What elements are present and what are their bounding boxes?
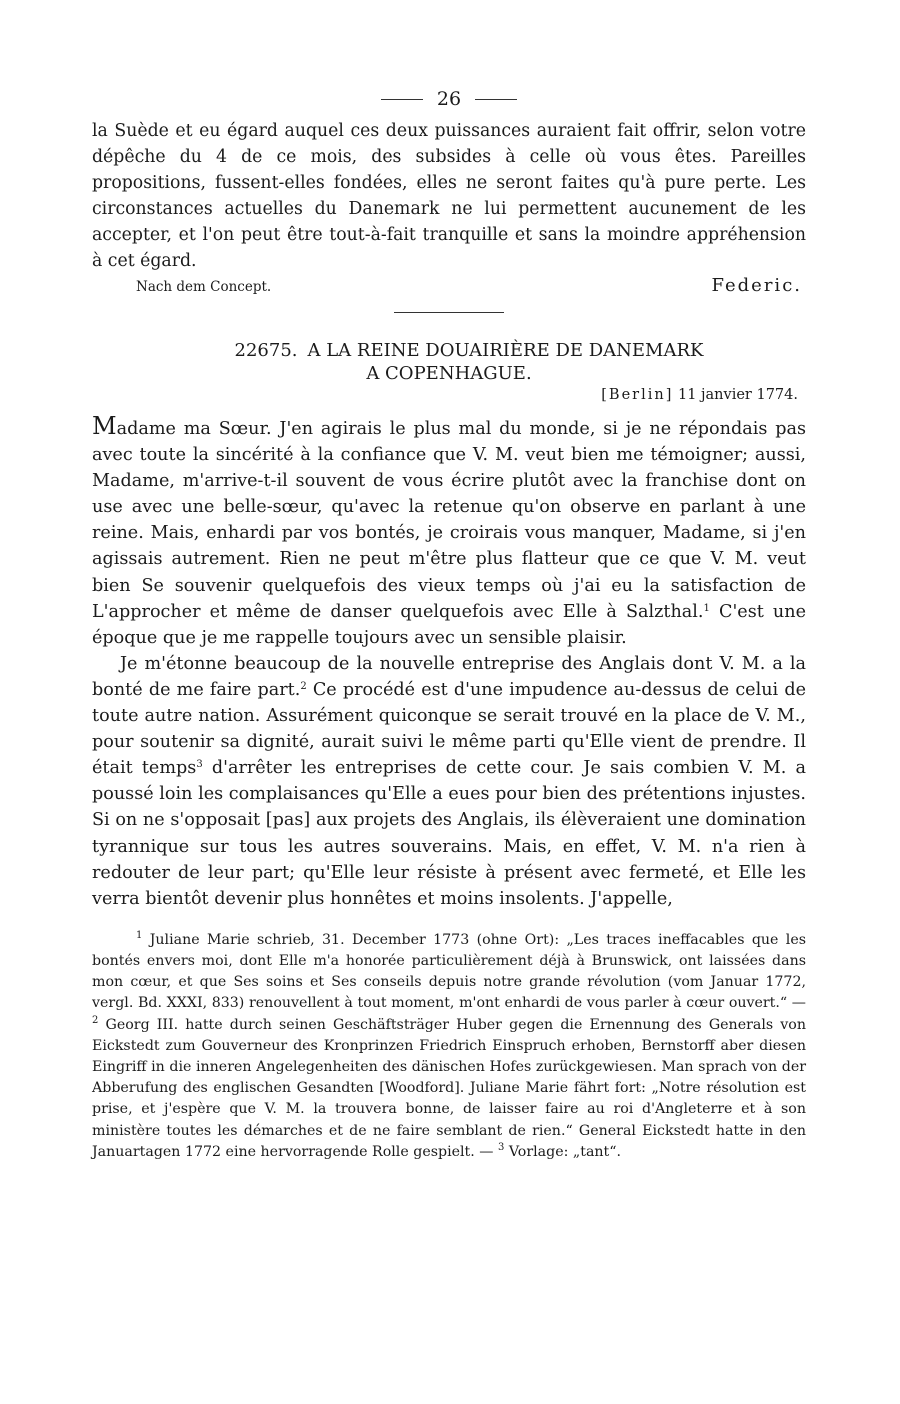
paragraph-2-text-a: Je m'étonne beaucoup de la nouvelle entreprise des Anglais dont V. M. a la bonté de me faire part. (92, 653, 806, 700)
signature: Federic. (711, 275, 802, 296)
initial-letter: M (92, 412, 117, 440)
footnote-marker-1: 1 (136, 929, 143, 941)
paragraph-1-text-b: C'est une époque que je me rappelle toujours avec un sensible plaisir. (92, 601, 806, 648)
letter-place: [Berlin] (601, 387, 674, 403)
source-signature-line (92, 275, 806, 296)
source-note: Nach dem Concept. (136, 279, 272, 295)
letter-paragraph-1 (92, 413, 806, 651)
letter-title-line-1 (92, 339, 806, 362)
header-rule-right (475, 99, 517, 100)
letter-dateline (92, 387, 806, 403)
footnote-text-3: Vorlage: „tant“. (504, 1143, 622, 1160)
footnote-marker-2: 2 (92, 1014, 99, 1026)
letter-date: 11 janvier 1774. (677, 387, 798, 403)
paragraph-1-text-a: adame ma Sœur. J'en agirais le plus mal du monde, si je ne répondais pas avec toute la sincérité à la confiance que V. M. veut bien me témoigner; aussi, Madame, m'arrive-t-il souvent de vous écrire plutôt avec la franchise dont on use avec une belle-sœur, qu'avec la retenue qu'on observe en parlant à une reine. Mais, enhardi par vos bontés, je croirais vous manquer, Madame, si j'en agissais autrement. Rien ne peut m'être plus flatteur que ce que V. M. veut bien Se souvenir quelquefois des vieux temps où j'ai eu la satisfaction de L'approcher et même de danser quelquefois avec Elle à Salzthal. (92, 419, 806, 622)
footnote-text-1: Juliane Marie schrieb, 31. December 1773 (ohne Ort): „Les traces ineffacables que les bontés envers moi, dont Elle m'a honorée particulièrement déjà à Brunswick, ont laissées dans mon cœur, et que Ses soins et Ses conseils depuis notre grande révolution (vom Januar 1772, vergl. Bd. XXXI, 833) renouvellent à tout moment, m'ont enhardi de vous parler à cœur ouvert.“ — (92, 931, 806, 1012)
letter-heading (92, 339, 806, 385)
section-divider (394, 312, 504, 313)
page-number: 26 (436, 88, 462, 110)
letter-number: 22675. (234, 340, 298, 361)
letter-paragraph-2 (92, 651, 806, 912)
footnote-marker-3: 3 (497, 1141, 505, 1153)
page-header (92, 86, 806, 112)
letter-recipient: A LA REINE DOUAIRIÈRE DE DANEMARK (307, 340, 704, 361)
paragraph-2-text-c: d'arrêter les entreprises de cette cour. Je sais combien V. M. a poussé loin les complaisances qu'Elle a eues pour bien des prétentions injustes. Si on ne s'opposait [pas] aux projets des Anglais, ils élèveraient une domination tyrannique sur tous les autres souverains. Mais, en effet, V. M. n'a rien à redouter de leur part; qu'Elle leur résiste à présent avec fermeté, et Elle les verra bientôt devenir plus honnêtes et moins insolents. J'appelle, (92, 758, 807, 909)
footnote-text-2: Georg III. hatte durch seinen Geschäftsträger Huber gegen die Ernennung des Generals von Eickstedt zum Gouverneur des Kronprinzen Friedrich Einspruch erhoben, Bernstorff aber diesen Eingriff in die inneren Angelegenheiten des dänischen Hofes zurückgewiesen. Man sprach von der Abberufung des englischen Gesandten [Woodford]. Juliane Marie fährt fort: „Notre résolution est prise, et j'espère que V. M. la trouvera bonne, de laisser faire au roi d'Angleterre et à son ministère toutes les démarches et de ne faire semblant de rien.“ General Eickstedt hatte in den Januartagen 1772 eine hervorragende Rolle gespielt. — (92, 1016, 806, 1160)
footnote-ref-1: 1 (703, 602, 710, 614)
header-rule-left (381, 99, 423, 100)
footnote-ref-3: 3 (196, 759, 203, 771)
footnote-ref-2: 2 (300, 680, 307, 692)
letter-title-line-2: A COPENHAGUE. (366, 363, 532, 384)
footnotes (92, 930, 806, 1163)
continuation-paragraph: la Suède et eu égard auquel ces deux puissances auraient fait offrir, selon votre dépêche du 4 de ce mois, des subsides à celle où vous êtes. Pareilles propositions, fussent-elles fondées, elles ne seront faites qu'à pure perte. Les circonstances actuelles du Danemark ne lui permettent aucunement de les accepter, et l'on peut être tout-à-fait tranquille et sans la moindre appréhension à cet égard. (92, 121, 806, 271)
footnote-block (92, 930, 806, 1163)
paragraph-2-text-b: Ce procédé est d'une impudence au-dessus de celui de toute autre nation. Assurément quiconque se serait trouvé en la place de V. M., pour soutenir sa dignité, aurait suivi le même parti qu'Elle vient de prendre. Il était temps (92, 679, 807, 779)
